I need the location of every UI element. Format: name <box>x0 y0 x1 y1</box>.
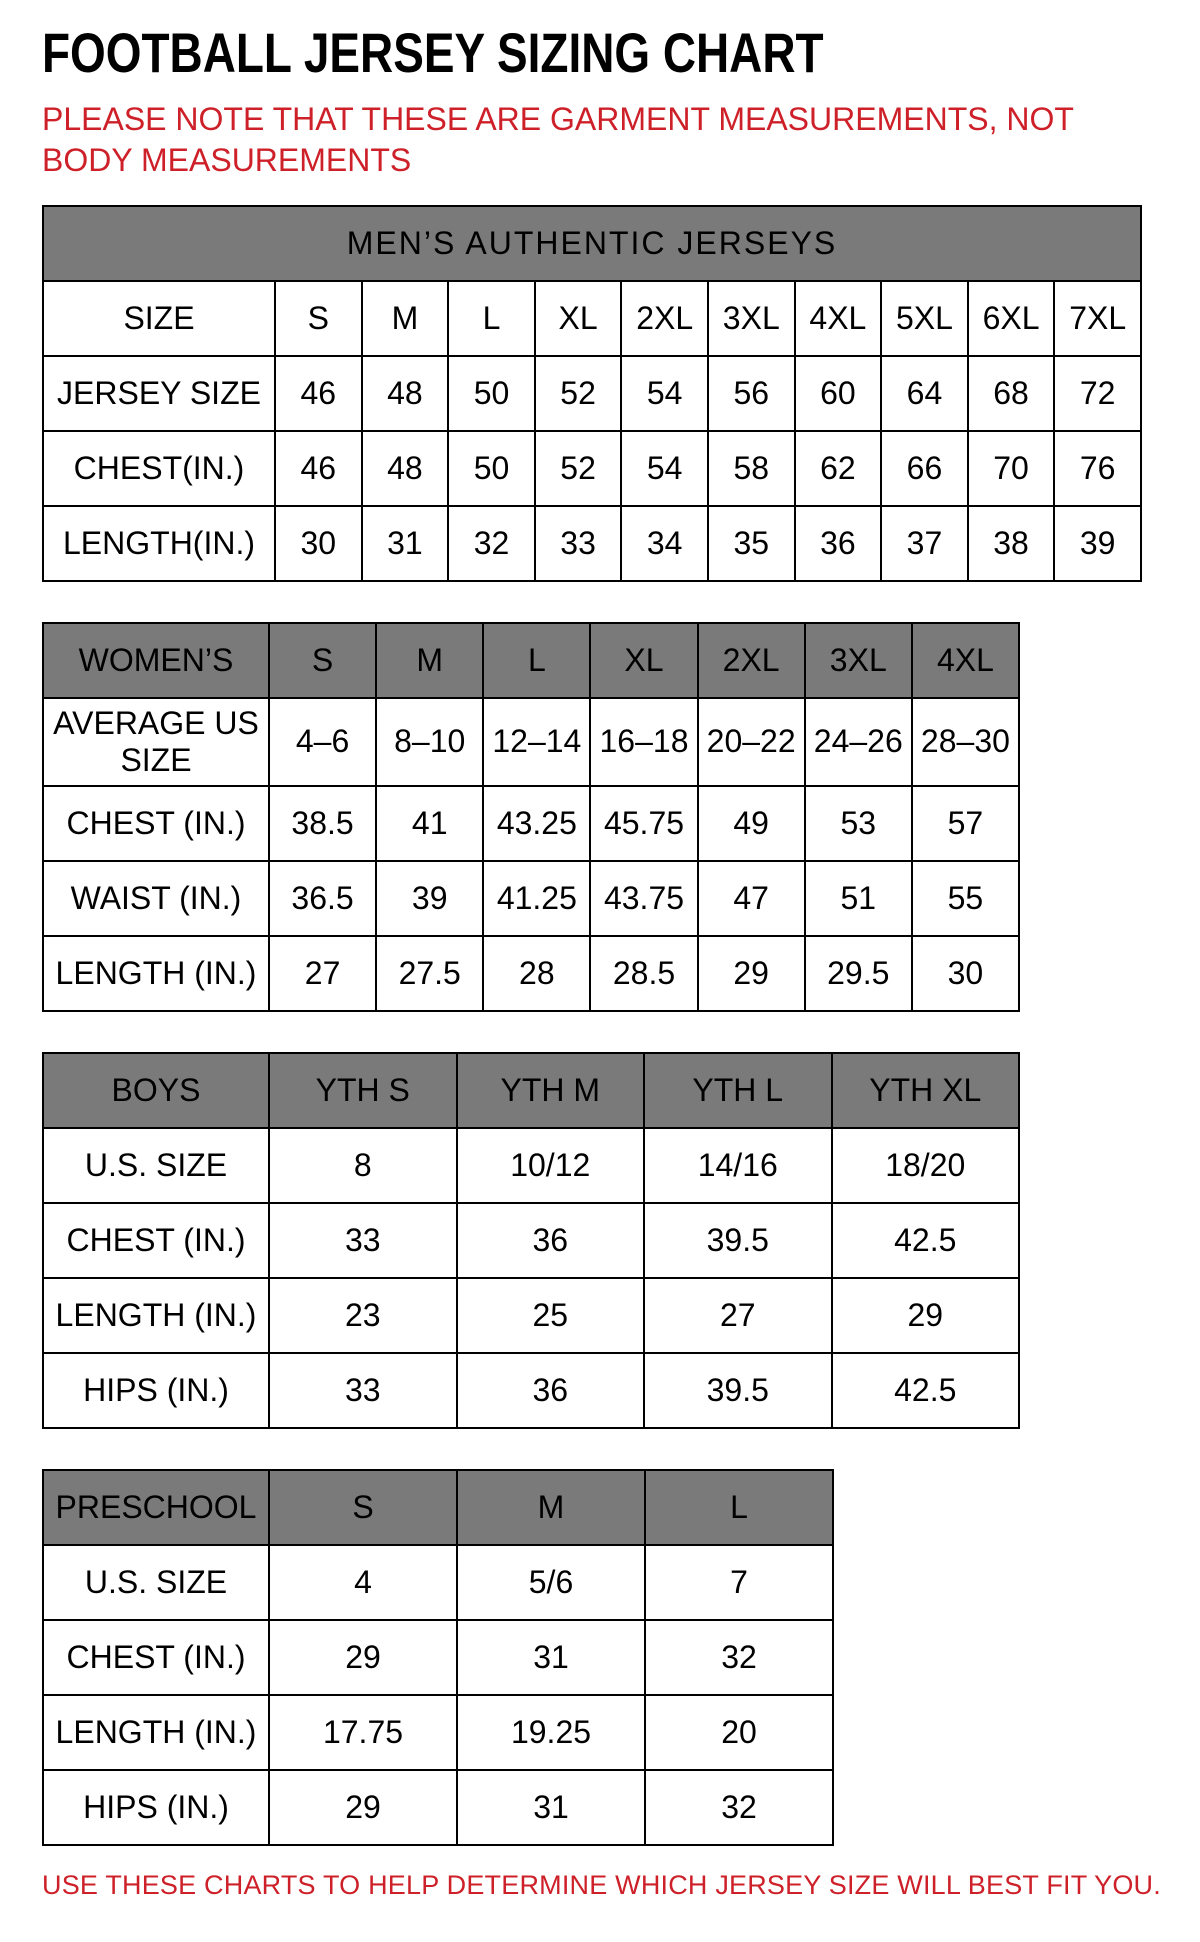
row-label: CHEST(IN.) <box>43 431 275 506</box>
cell-value: 54 <box>621 356 708 431</box>
cell-value: 41.25 <box>483 861 590 936</box>
cell-value: 30 <box>912 936 1019 1011</box>
cell-value: 76 <box>1054 431 1141 506</box>
cell-value: 39 <box>1054 506 1141 581</box>
cell-value: 27 <box>269 936 376 1011</box>
cell-value: 42.5 <box>832 1353 1020 1428</box>
cell-value: 53 <box>805 786 912 861</box>
cell-value: 33 <box>269 1353 457 1428</box>
cell-value: 32 <box>645 1770 833 1845</box>
cell-value: 28–30 <box>912 698 1019 786</box>
cell-value: 57 <box>912 786 1019 861</box>
header-row <box>43 1053 1019 1128</box>
cell-value: M <box>362 281 449 356</box>
row-label: U.S. SIZE <box>43 1128 269 1203</box>
cell-value: 34 <box>621 506 708 581</box>
cell-value: 17.75 <box>269 1695 457 1770</box>
cell-value: 20–22 <box>698 698 805 786</box>
column-header: YTH S <box>269 1053 457 1128</box>
table-row <box>43 1620 833 1695</box>
column-header: M <box>376 623 483 698</box>
cell-value: 47 <box>698 861 805 936</box>
cell-value: 38 <box>968 506 1055 581</box>
table-row <box>43 1545 833 1620</box>
column-header: YTH XL <box>832 1053 1020 1128</box>
cell-value: 30 <box>275 506 362 581</box>
cell-value: 29 <box>269 1620 457 1695</box>
womens-sizing-table <box>42 622 1020 1012</box>
row-label: LENGTH (IN.) <box>43 936 269 1011</box>
row-label: CHEST (IN.) <box>43 1203 269 1278</box>
row-label: U.S. SIZE <box>43 1545 269 1620</box>
table-row <box>43 1203 1019 1278</box>
row-label: LENGTH (IN.) <box>43 1695 269 1770</box>
banner-row <box>43 206 1141 281</box>
cell-value: 52 <box>535 431 622 506</box>
row-label: SIZE <box>43 281 275 356</box>
cell-value: 28 <box>483 936 590 1011</box>
cell-value: 66 <box>881 431 968 506</box>
page-title: FOOTBALL JERSEY SIZING CHART <box>42 21 824 84</box>
header-row <box>43 1470 833 1545</box>
table-title-cell: PRESCHOOL <box>43 1470 269 1545</box>
cell-value: 50 <box>448 431 535 506</box>
table-row <box>43 506 1141 581</box>
cell-value: 48 <box>362 356 449 431</box>
cell-value: 37 <box>881 506 968 581</box>
cell-value: 29 <box>698 936 805 1011</box>
garment-measurement-note: PLEASE NOTE THAT THESE ARE GARMENT MEASUREMENTS, NOT BODY MEASUREMENTS <box>42 100 1074 178</box>
table-row <box>43 1278 1019 1353</box>
sizing-tables <box>42 205 1160 1846</box>
cell-value: 14/16 <box>644 1128 832 1203</box>
cell-value: 56 <box>708 356 795 431</box>
cell-value: 25 <box>457 1278 645 1353</box>
cell-value: 46 <box>275 431 362 506</box>
cell-value: 24–26 <box>805 698 912 786</box>
cell-value: 20 <box>645 1695 833 1770</box>
cell-value: 4 <box>269 1545 457 1620</box>
cell-value: 64 <box>881 356 968 431</box>
cell-value: 8 <box>269 1128 457 1203</box>
cell-value: 42.5 <box>832 1203 1020 1278</box>
cell-value: 18/20 <box>832 1128 1020 1203</box>
cell-value: 36 <box>457 1203 645 1278</box>
cell-value: 8–10 <box>376 698 483 786</box>
row-label: LENGTH(IN.) <box>43 506 275 581</box>
cell-value: 60 <box>795 356 882 431</box>
header-row <box>43 623 1019 698</box>
cell-value: 23 <box>269 1278 457 1353</box>
table-row <box>43 698 1019 786</box>
cell-value: 54 <box>621 431 708 506</box>
cell-value: 32 <box>448 506 535 581</box>
cell-value: 36 <box>457 1353 645 1428</box>
cell-value: 36 <box>795 506 882 581</box>
row-label: CHEST (IN.) <box>43 1620 269 1695</box>
cell-value: 10/12 <box>457 1128 645 1203</box>
column-header: L <box>645 1470 833 1545</box>
table-row <box>43 1353 1019 1428</box>
table-row <box>43 431 1141 506</box>
cell-value: 7XL <box>1054 281 1141 356</box>
table-row <box>43 281 1141 356</box>
table-row <box>43 1128 1019 1203</box>
cell-value: 12–14 <box>483 698 590 786</box>
cell-value: 27.5 <box>376 936 483 1011</box>
cell-value: 35 <box>708 506 795 581</box>
cell-value: 29.5 <box>805 936 912 1011</box>
cell-value: 4XL <box>795 281 882 356</box>
cell-value: 31 <box>362 506 449 581</box>
row-label: WAIST (IN.) <box>43 861 269 936</box>
cell-value: 2XL <box>621 281 708 356</box>
cell-value: 68 <box>968 356 1055 431</box>
cell-value: 62 <box>795 431 882 506</box>
preschool-sizing-table <box>42 1469 834 1846</box>
cell-value: S <box>275 281 362 356</box>
cell-value: 7 <box>645 1545 833 1620</box>
cell-value: 31 <box>457 1770 645 1845</box>
cell-value: XL <box>535 281 622 356</box>
mens-sizing-table <box>42 205 1142 582</box>
table-row <box>43 936 1019 1011</box>
table-row <box>43 861 1019 936</box>
table-row <box>43 1770 833 1845</box>
cell-value: 33 <box>269 1203 457 1278</box>
table-title-cell: WOMEN’S <box>43 623 269 698</box>
column-header: 3XL <box>805 623 912 698</box>
column-header: M <box>457 1470 645 1545</box>
column-header: S <box>269 623 376 698</box>
row-label: HIPS (IN.) <box>43 1770 269 1845</box>
cell-value: 19.25 <box>457 1695 645 1770</box>
row-label: HIPS (IN.) <box>43 1353 269 1428</box>
cell-value: 32 <box>645 1620 833 1695</box>
row-label: LENGTH (IN.) <box>43 1278 269 1353</box>
boys-sizing-table <box>42 1052 1020 1429</box>
column-header: YTH M <box>457 1053 645 1128</box>
cell-value: 38.5 <box>269 786 376 861</box>
cell-value: 41 <box>376 786 483 861</box>
column-header: S <box>269 1470 457 1545</box>
cell-value: 39.5 <box>644 1353 832 1428</box>
table-title-cell: BOYS <box>43 1053 269 1128</box>
cell-value: 29 <box>269 1770 457 1845</box>
cell-value: 52 <box>535 356 622 431</box>
row-label: AVERAGE US SIZE <box>43 698 269 786</box>
column-header: 4XL <box>912 623 1019 698</box>
table-row <box>43 786 1019 861</box>
cell-value: 43.75 <box>590 861 697 936</box>
cell-value: L <box>448 281 535 356</box>
cell-value: 28.5 <box>590 936 697 1011</box>
cell-value: 50 <box>448 356 535 431</box>
cell-value: 6XL <box>968 281 1055 356</box>
cell-value: 5/6 <box>457 1545 645 1620</box>
cell-value: 48 <box>362 431 449 506</box>
footer-note: USE THESE CHARTS TO HELP DETERMINE WHICH JERSEY SIZE WILL BEST FIT YOU. <box>42 1869 1161 1900</box>
cell-value: 36.5 <box>269 861 376 936</box>
cell-value: 29 <box>832 1278 1020 1353</box>
row-label: JERSEY SIZE <box>43 356 275 431</box>
cell-value: 31 <box>457 1620 645 1695</box>
cell-value: 58 <box>708 431 795 506</box>
cell-value: 49 <box>698 786 805 861</box>
cell-value: 46 <box>275 356 362 431</box>
table-row <box>43 1695 833 1770</box>
table-row <box>43 356 1141 431</box>
cell-value: 16–18 <box>590 698 697 786</box>
cell-value: 39 <box>376 861 483 936</box>
cell-value: 51 <box>805 861 912 936</box>
table-banner: MEN’S AUTHENTIC JERSEYS <box>43 206 1141 281</box>
cell-value: 33 <box>535 506 622 581</box>
cell-value: 27 <box>644 1278 832 1353</box>
cell-value: 4–6 <box>269 698 376 786</box>
cell-value: 3XL <box>708 281 795 356</box>
column-header: 2XL <box>698 623 805 698</box>
cell-value: 70 <box>968 431 1055 506</box>
column-header: XL <box>590 623 697 698</box>
column-header: YTH L <box>644 1053 832 1128</box>
cell-value: 45.75 <box>590 786 697 861</box>
cell-value: 43.25 <box>483 786 590 861</box>
row-label: CHEST (IN.) <box>43 786 269 861</box>
cell-value: 39.5 <box>644 1203 832 1278</box>
column-header: L <box>483 623 590 698</box>
cell-value: 5XL <box>881 281 968 356</box>
cell-value: 55 <box>912 861 1019 936</box>
cell-value: 72 <box>1054 356 1141 431</box>
